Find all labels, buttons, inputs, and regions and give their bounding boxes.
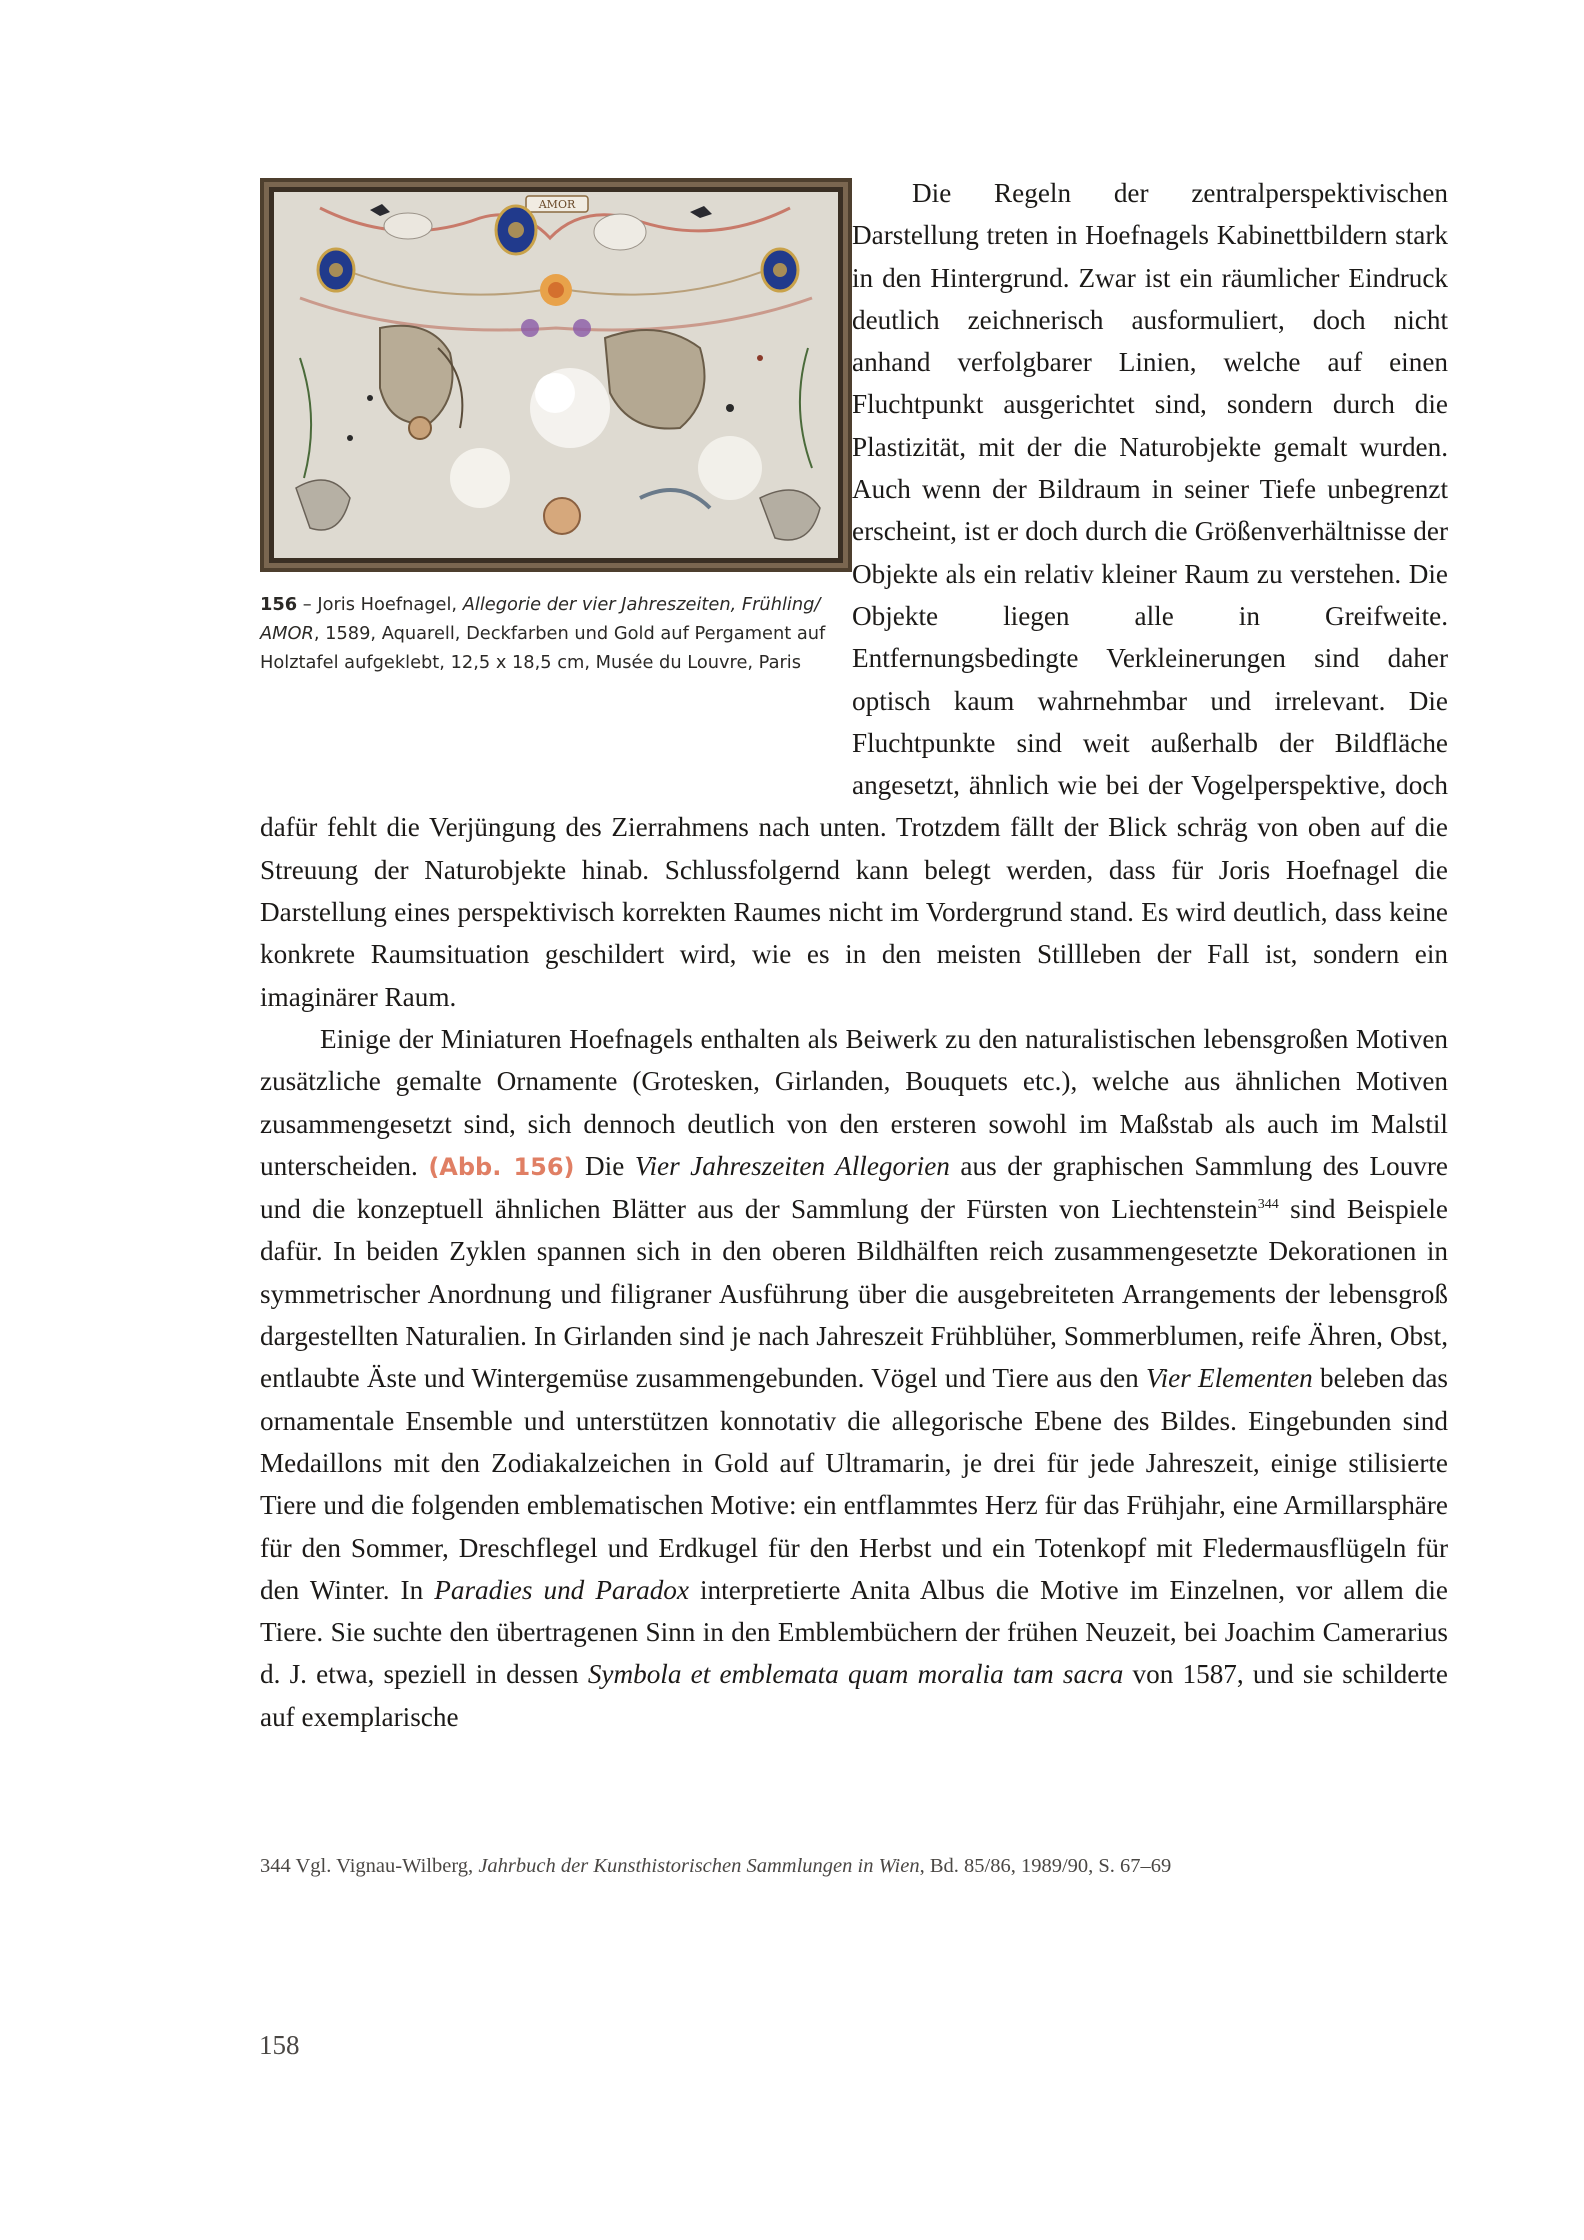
paragraph-ornaments: Einige der Miniaturen Hoefnagels enthalten als Beiwerk zu den naturalistischen lebensgroßen Motiven zusätzliche gemalte Ornamente (Grotesken, Girlanden, Bouquets etc.), welche aus ähnlichen Motiven zusammengesetzt sind, sich dennoch deutlich von den ersteren sowohl im Maßstab als auch im Malstil unterscheiden. (Abb. 156) Die Vier Jahreszeiten Allegorien aus der graphischen Sammlung des Louvre und die konzeptuell ähnlichen Blätter aus der Sammlung der Fürsten von Liechtenstein$^{344}$ sind Beispiele dafür. In beiden Zyklen spannen sich in den oberen Bildhälften reich zusammengesetzte Dekorationen in symmetrischer Anordnung und filigraner Ausführung über die ausgebreiteten Arrangements der lebensgroß dargestellten Naturalien. In Girlanden sind je nach Jahreszeit Frühblüher, Sommerblumen, reife Ähren, Obst, entlaubte Äste und Wintergemüse zusammengebunden. Vögel und Tiere aus den Vier Elementen beleben das ornamentale Ensemble und unterstützen konnotativ die allegorische Ebene des Bildes. Eingebunden sind Medaillons mit den Zodiakalzeichen in Gold auf Ultramarin, je drei für jede Jahreszeit, einige stilisierte Tiere und die folgenden emblematischen Motive: ein entflammtes Herz für das Frühjahr, eine Armillarsphäre für den Sommer, Dreschflegel und Erdkugel für den Herbst und ein Totenkopf mit Fledermausflügeln für den Winter. In Paradies und Paradox interpretierte Anita Albus die Motive im Einzelnen, vor allem die Tiere. Sie suchte den übertragenen Sinn in den Emblembüchern der frühen Neuzeit, bei Joachim Camerarius d. J. etwa, speziell in dessen Symbola et emblemata quam moralia tam sacra von 1587, und sie schilderte auf exemplarische [260,1023,1449,1732]
figure-caption [260,590,845,677]
caption-dash: – [297,594,318,615]
footnote-344: 344 Vgl. Vignau-Wilberg, Jahrbuch der Kunsthistorischen Sammlungen in Wien, Bd. 85/86, 1989/90, S. 67–69 [260,1855,1172,1877]
caption-artist: Joris Hoefnagel, [317,594,463,615]
painting-allegory-spring [260,178,852,572]
painting-lettering: AMOR [538,198,576,211]
footnote-marker[interactable]: 344 [1257,1197,1279,1213]
caption-details: , 1589, Aquarell, Deckfarben und Gold auf Pergament auf Holztafel aufgeklebt, 12,5 x 18,5 cm, Musée du Louvre, Paris [260,623,826,673]
figure-156 [260,178,852,786]
caption-title: Allegorie der vier Jahreszeiten, Frühling/ AMOR [260,594,821,644]
figure-reference-link[interactable]: (Abb. 156) [428,1152,575,1181]
paragraph-perspective: Die Regeln der zentralperspektivischen Darstellung treten in Hoefnagels Kabinettbildern stark in den Hintergrund. Zwar ist ein räumlicher Eindruck deutlich zeichnerisch ausformuliert, doch nicht anhand verfolgbarer Linien, welche auf einen Fluchtpunkt ausgerichtet sind, sondern durch die Plastizität, mit der die Naturobjekte gemalt wurden. Auch wenn der Bildraum in seiner Tiefe unbegrenzt erscheint, ist er doch durch die Größenverhältnisse der Objekte als ein relativ kleiner Raum zu verstehen. Die Objekte liegen alle in Greifweite. Entfernungsbedingte Verkleinerungen sind daher optisch kaum wahrnehmbar und irrelevant. Die Fluchtpunkte sind weit außerhalb der Bildfläche angesetzt, ähnlich wie bei der Vogelperspektive, doch dafür fehlt die Verjüngung des Zierrahmens nach unten. Trotzdem fällt der Blick schräg von oben auf die Streuung der Naturobjekte hinab. Schlussfolgernd kann belegt werden, dass für Joris Hoefnagel die Darstellung eines perspektivisch korrekten Raumes nicht im Vordergrund stand. Es wird deutlich, dass keine konkrete Raumsituation geschildert wird, wie es in den meisten Stillleben der Fall ist, sondern ein imaginärer Raum. [260,178,1448,1012]
figure-number: 156 [260,594,298,615]
main-text-column [260,172,1448,1738]
page-number: 158 [259,2030,300,2060]
